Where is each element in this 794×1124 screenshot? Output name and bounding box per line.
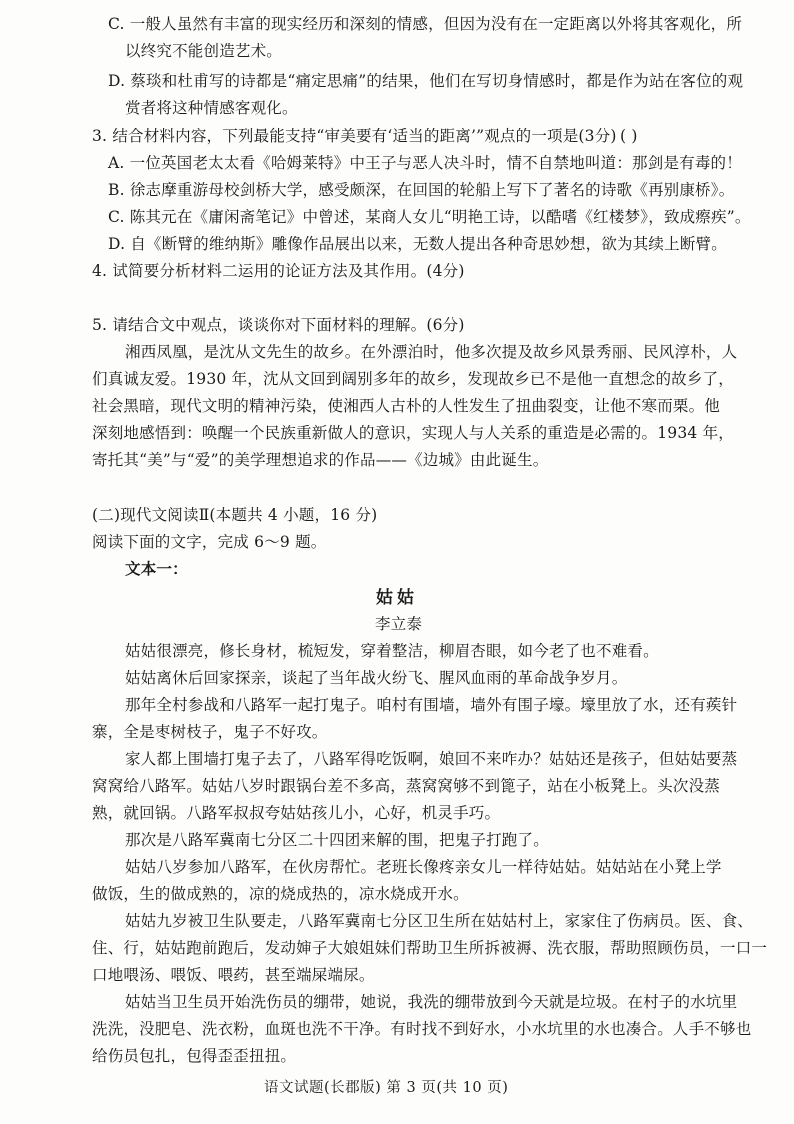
text-label: 文本一： — [125, 559, 188, 578]
material-line: 们真诚友爱。1930 年，沈从文回到阔别多年的故乡，发现故乡已不是他一直想念的故乡了， — [92, 370, 734, 388]
paragraph-line: 姑姑八岁参加八路军，在伙房帮忙。老班长像疼亲女儿一样待姑姑。姑姑站在小凳上学 — [125, 858, 722, 876]
paragraph-line: 家人都上围墙打鬼子去了，八路军得吃饭啊，娘回不来咋办？姑姑还是孩子，但姑姑要蒸 — [125, 750, 738, 768]
option-d-line-1: D. 蔡琰和杜甫写的诗都是“痛定思痛”的结果，他们在写切身情感时，都是作为站在客位的观 — [108, 72, 744, 90]
paragraph-line: 口地喂汤、喂饭、喂药，甚至端屎端尿。 — [92, 966, 375, 984]
paragraph-line: 给伤员包扎，包得歪歪扭扭。 — [92, 1047, 297, 1065]
material-line: 社会黑暗，现代文明的精神污染，使湘西人古朴的人性发生了扭曲裂变，让他不寒而栗。他 — [92, 397, 721, 415]
paragraph-line: 熟，就回锅。八路军叔叔夸姑姑孩儿小，心好，机灵手巧。 — [92, 804, 501, 822]
section-heading: (二)现代文阅读Ⅱ(本题共 4 小题，16 分) — [92, 506, 378, 524]
question-3-stem: 3. 结合材料内容，下列最能支持“审美要有‘适当的距离’”观点的一项是(3分) — [92, 127, 617, 145]
question-3-option-d: D. 自《断臂的维纳斯》雕像作品展出以来，无数人提出各种奇思妙想，欲为其续上断臂。 — [108, 235, 727, 253]
question-5-stem: 5. 请结合文中观点，谈谈你对下面材料的理解。(6分) — [92, 316, 465, 334]
option-d-line-2: 赏者将这种情感客观化。 — [125, 99, 298, 117]
paragraph-line: 寨，全是枣树枝子，鬼子不好攻。 — [92, 723, 328, 741]
section-instruction: 阅读下面的文字，完成 6～9 题。 — [92, 533, 327, 551]
story-title: 姑姑 — [376, 588, 418, 608]
paragraph-line: 姑姑九岁被卫生队要走，八路军冀南七分区卫生所在姑姑村上，家家住了伤病员。医、食、 — [125, 912, 754, 930]
question-4-stem: 4. 试简要分析材料二运用的论证方法及其作用。(4分) — [92, 262, 465, 280]
paragraph-line: 做饭，生的做成熟的，凉的烧成热的，凉水烧成开水。 — [92, 885, 469, 903]
question-3-option-c: C. 陈其元在《庸闲斋笔记》中曾述，某商人女儿“明艳工诗，以酷嗜《红楼梦》，致成瘵疾”。 — [108, 208, 751, 226]
paragraph-line: 姑姑离休后回家探亲，谈起了当年战火纷飞、腥风血雨的革命战争岁月。 — [125, 669, 628, 687]
question-3-option-b: B. 徐志摩重游母校剑桥大学，感受颇深，在回国的轮船上写下了著名的诗歌《再别康桥》。 — [108, 181, 735, 199]
material-line: 湘西凤凰，是沈从文先生的故乡。在外漂泊时，他多次提及故乡风景秀丽、民风淳朴，人 — [125, 343, 738, 361]
story-author: 李立泰 — [375, 615, 423, 633]
page-footer: 语文试题(长郡版) 第 3 页(共 10 页) — [264, 1080, 509, 1096]
question-3-option-a: A. 一位英国老太太看《哈姆莱特》中王子与恶人决斗时，情不自禁地叫道：那剑是有毒的！ — [108, 154, 742, 172]
paragraph-line: 那年全村参战和八路军一起打鬼子。咱村有围墙，墙外有围子壕。壕里放了水，还有蒺针 — [125, 696, 738, 714]
paragraph-line: 姑姑当卫生员开始洗伤员的绷带，她说，我洗的绷带放到今天就是垃圾。在村子的水坑里 — [125, 993, 738, 1011]
material-line: 寄托其“美”与“爱”的美学理想追求的作品——《边城》由此诞生。 — [92, 451, 549, 469]
material-line: 深刻地感悟到：唤醒一个民族重新做人的意识，实现人与人关系的重造是必需的。1934 年， — [92, 424, 734, 442]
paragraph-line: 窝窝给八路军。姑姑八岁时跟锅台差不多高，蒸窝窝够不到篦子，站在小板凳上。头次没蒸 — [92, 777, 721, 795]
answer-blank: ( ) — [620, 127, 638, 145]
paragraph-line: 住、行，姑姑跑前跑后，发动婶子大娘姐妹们帮助卫生所拆被褥、洗衣服，帮助照顾伤员，一口一 — [92, 939, 768, 957]
option-c-line-2: 以终究不能创造艺术。 — [125, 42, 283, 60]
paragraph-line: 姑姑很漂亮，修长身材，梳短发，穿着整洁，柳眉杏眼，如今老了也不难看。 — [125, 642, 659, 660]
option-c-line-1: C. 一般人虽然有丰富的现实经历和深刻的情感，但因为没有在一定距离以外将其客观化，所 — [108, 15, 743, 33]
paragraph-line: 洗洗，没肥皂、洗衣粉，血斑也洗不干净。有时找不到好水，小水坑里的水也凑合。人手不够也 — [92, 1020, 752, 1038]
paragraph-line: 那次是八路军冀南七分区二十四团来解的围，把鬼子打跑了。 — [125, 831, 549, 849]
